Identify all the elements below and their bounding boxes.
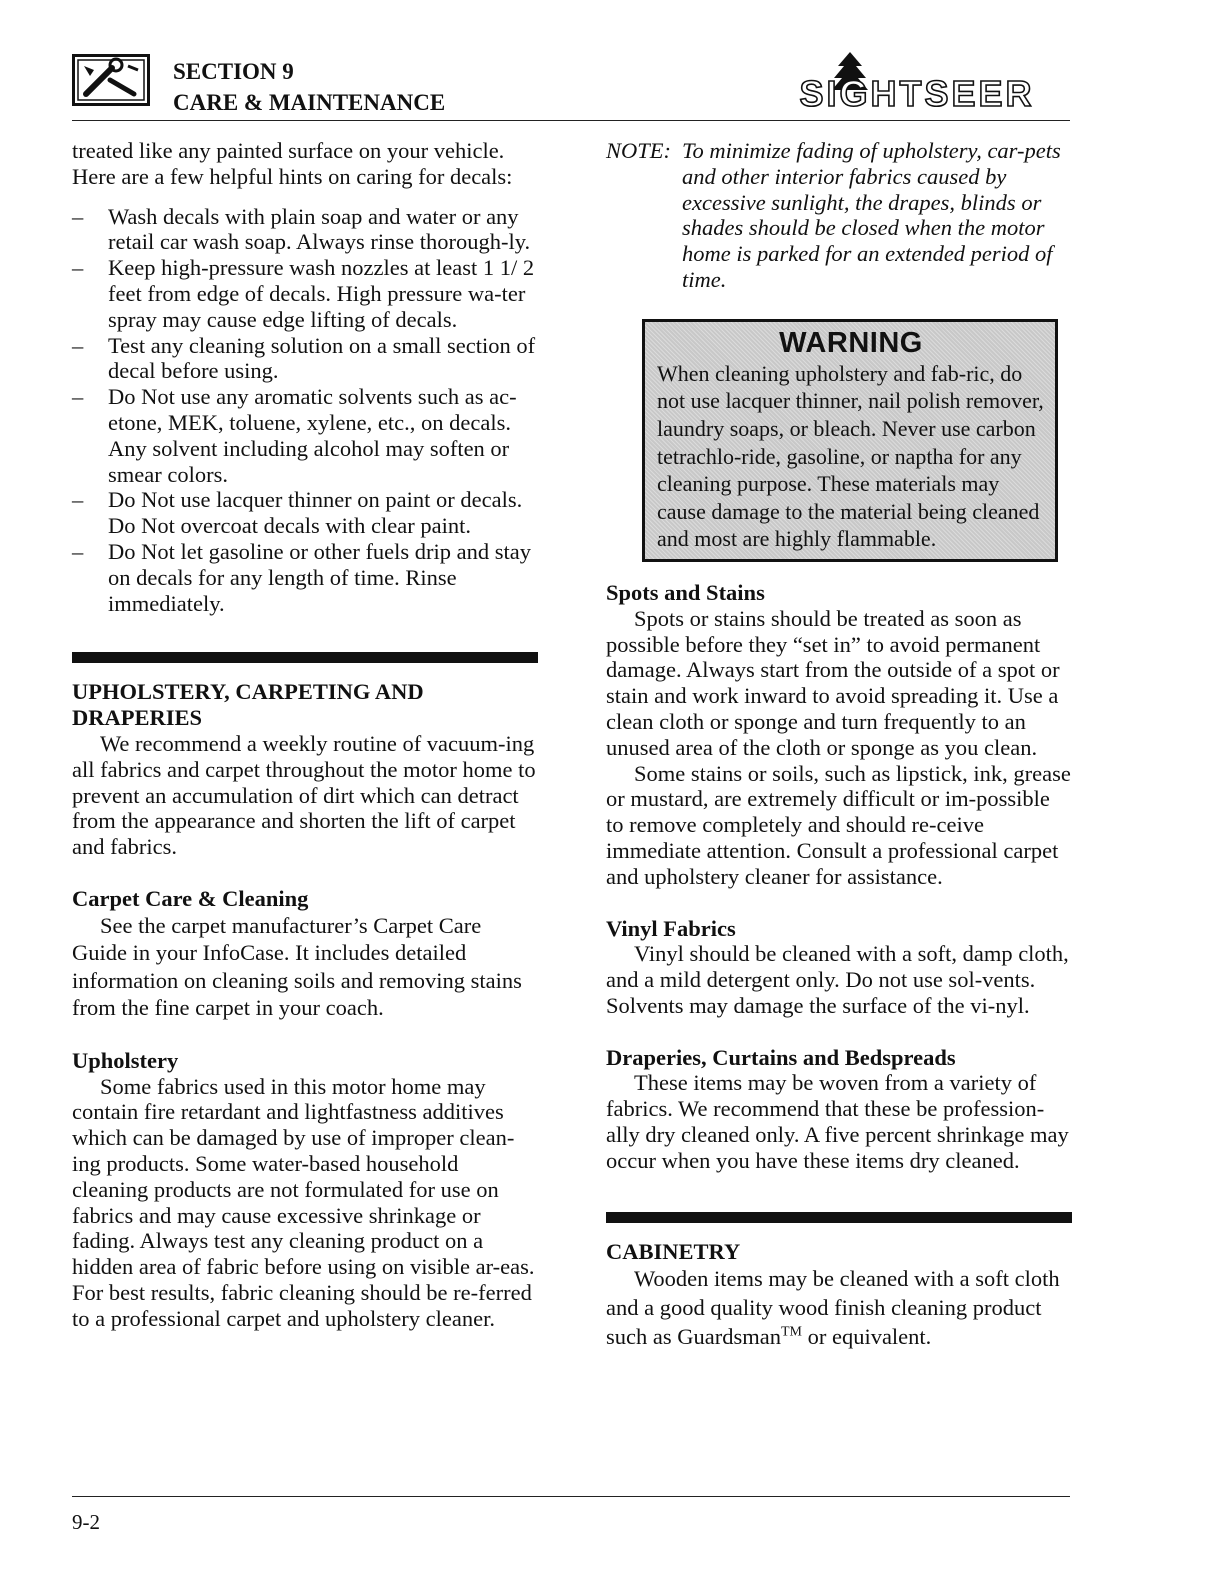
sightseer-logo bbox=[762, 50, 1072, 112]
trademark-mark: TM bbox=[780, 1324, 802, 1340]
cabinetry-text bbox=[606, 1264, 1072, 1351]
spots-stains-text-2: Some stains or soils, such as lipstick, ink, grease or mustard, are extremely difficult or im-possible to remove completely and should re-ceive immediate attention. Consult a professional carpet and upholstery cleaner for assistance. bbox=[606, 760, 1071, 889]
cabinetry-heading: CABINETRY bbox=[606, 1238, 741, 1264]
carpet-care-text: See the carpet manufacturer’s Carpet Care Guide in your InfoCase. It includes detailed information on cleaning soils and removing stains from the fine carpet in your coach. bbox=[72, 912, 522, 1021]
warning-text: When cleaning upholstery and fab-ric, do not use lacquer thinner, nail polish remover, laundry soaps, or bleach. Never use carbon tetrachlo-ride, gasoline, or naptha for any cleaning purpose. These materials may cause damage to the material being cleaned and most are highly flammable. bbox=[657, 360, 1044, 552]
header-divider bbox=[72, 120, 1070, 121]
list-item: – Test any cleaning solution on a small section of decal before using. bbox=[72, 333, 538, 385]
spots-stains-text-1: Spots or stains should be treated as soon as possible before they “set in” to avoid permanent damage. Always start from the outside of a spot or stain and work inward to avoid spreading it. Use a clean cloth or sponge and turn frequently to an unused area of the cloth or sponge as you clean. bbox=[606, 605, 1060, 760]
carpet-care-heading: Carpet Care & Cleaning bbox=[72, 885, 309, 911]
tools-icon bbox=[72, 54, 150, 106]
draperies-heading: Draperies, Curtains and Bedspreads bbox=[606, 1044, 956, 1070]
cabinetry-body: Wooden items may be cleaned with a soft cloth and a good quality wood finish cleaning product such as Guardsman bbox=[606, 1266, 1060, 1350]
decal-tips-list bbox=[72, 204, 538, 617]
section-header bbox=[173, 56, 445, 118]
list-item: – Do Not use any aromatic solvents such as ac-etone, MEK, toluene, xylene, etc., on decals. Any solvent including alcohol may soften or smear colors. bbox=[72, 384, 538, 487]
list-item: – Keep high-pressure wash nozzles at least 1 1/ 2 feet from edge of decals. High pressure wa-ter spray may cause edge lifting of decals. bbox=[72, 255, 538, 332]
vinyl-fabrics-heading: Vinyl Fabrics bbox=[606, 915, 736, 941]
right-column bbox=[606, 138, 1072, 1351]
section-divider-bar bbox=[606, 1212, 1072, 1223]
section-number: SECTION 9 bbox=[173, 59, 294, 84]
upholstery-text: Some fabrics used in this motor home may contain fire retardant and lightfastness additives which can be damaged by use of improper clean-ing products. Some water-based household cleaning products are not formulated for use on fabrics and may cause excessive shrinkage or fading. Always test any cleaning product on a hidden area of fabric before using on visible ar-eas. For best results, fabric cleaning should be re-ferred to a professional carpet and upholstery cleaner. bbox=[72, 1073, 535, 1331]
warning-title: WARNING bbox=[779, 326, 923, 359]
upholstery-heading: Upholstery bbox=[72, 1047, 179, 1073]
list-item: – Do Not use lacquer thinner on paint or decals. Do Not overcoat decals with clear paint. bbox=[72, 487, 538, 539]
note-label: NOTE: bbox=[606, 138, 672, 163]
note-text: To minimize fading of upholstery, car-pets and other interior fabrics caused by excessive sunlight, the drapes, blinds or shades should be closed when the motor home is parked for an extended period of time. bbox=[682, 138, 1061, 292]
decal-intro: treated like any painted surface on your vehicle. Here are a few helpful hints on caring for decals: bbox=[72, 138, 513, 189]
cabinetry-tail: or equivalent. bbox=[801, 1324, 932, 1350]
draperies-text: These items may be woven from a variety of fabrics. We recommend that these be profession-ally dry cleaned only. A five percent shrinkage may occur when you have these items dry cleaned. bbox=[606, 1070, 1069, 1173]
upholstery-carpeting-heading: UPHOLSTERY, CARPETING AND DRAPERIES bbox=[72, 679, 424, 731]
left-column bbox=[72, 138, 538, 1331]
section-title: CARE & MAINTENANCE bbox=[173, 90, 446, 115]
logo-text: SIGHTSEER bbox=[799, 73, 1035, 112]
section-divider-bar bbox=[72, 652, 538, 663]
fading-note bbox=[606, 138, 1072, 293]
warning-box bbox=[642, 319, 1058, 562]
spots-stains-heading: Spots and Stains bbox=[606, 579, 765, 605]
list-item: – Do Not let gasoline or other fuels drip and stay on decals for any length of time. Rinse immediately. bbox=[72, 539, 538, 616]
vinyl-fabrics-text: Vinyl should be cleaned with a soft, damp cloth, and a mild detergent only. Do not use sol-vents. Solvents may damage the surface of the vi-nyl. bbox=[606, 941, 1069, 1018]
upholstery-intro-text: We recommend a weekly routine of vacuum-ing all fabrics and carpet throughout the motor home to prevent an accumulation of dirt which can detract from the appearance and shorten the lift of carpet and fabrics. bbox=[72, 730, 536, 860]
page-number: 9-2 bbox=[72, 1510, 100, 1534]
list-item: – Wash decals with plain soap and water or any retail car wash soap. Always rinse thorough-ly. bbox=[72, 204, 538, 256]
footer-divider bbox=[72, 1496, 1070, 1497]
